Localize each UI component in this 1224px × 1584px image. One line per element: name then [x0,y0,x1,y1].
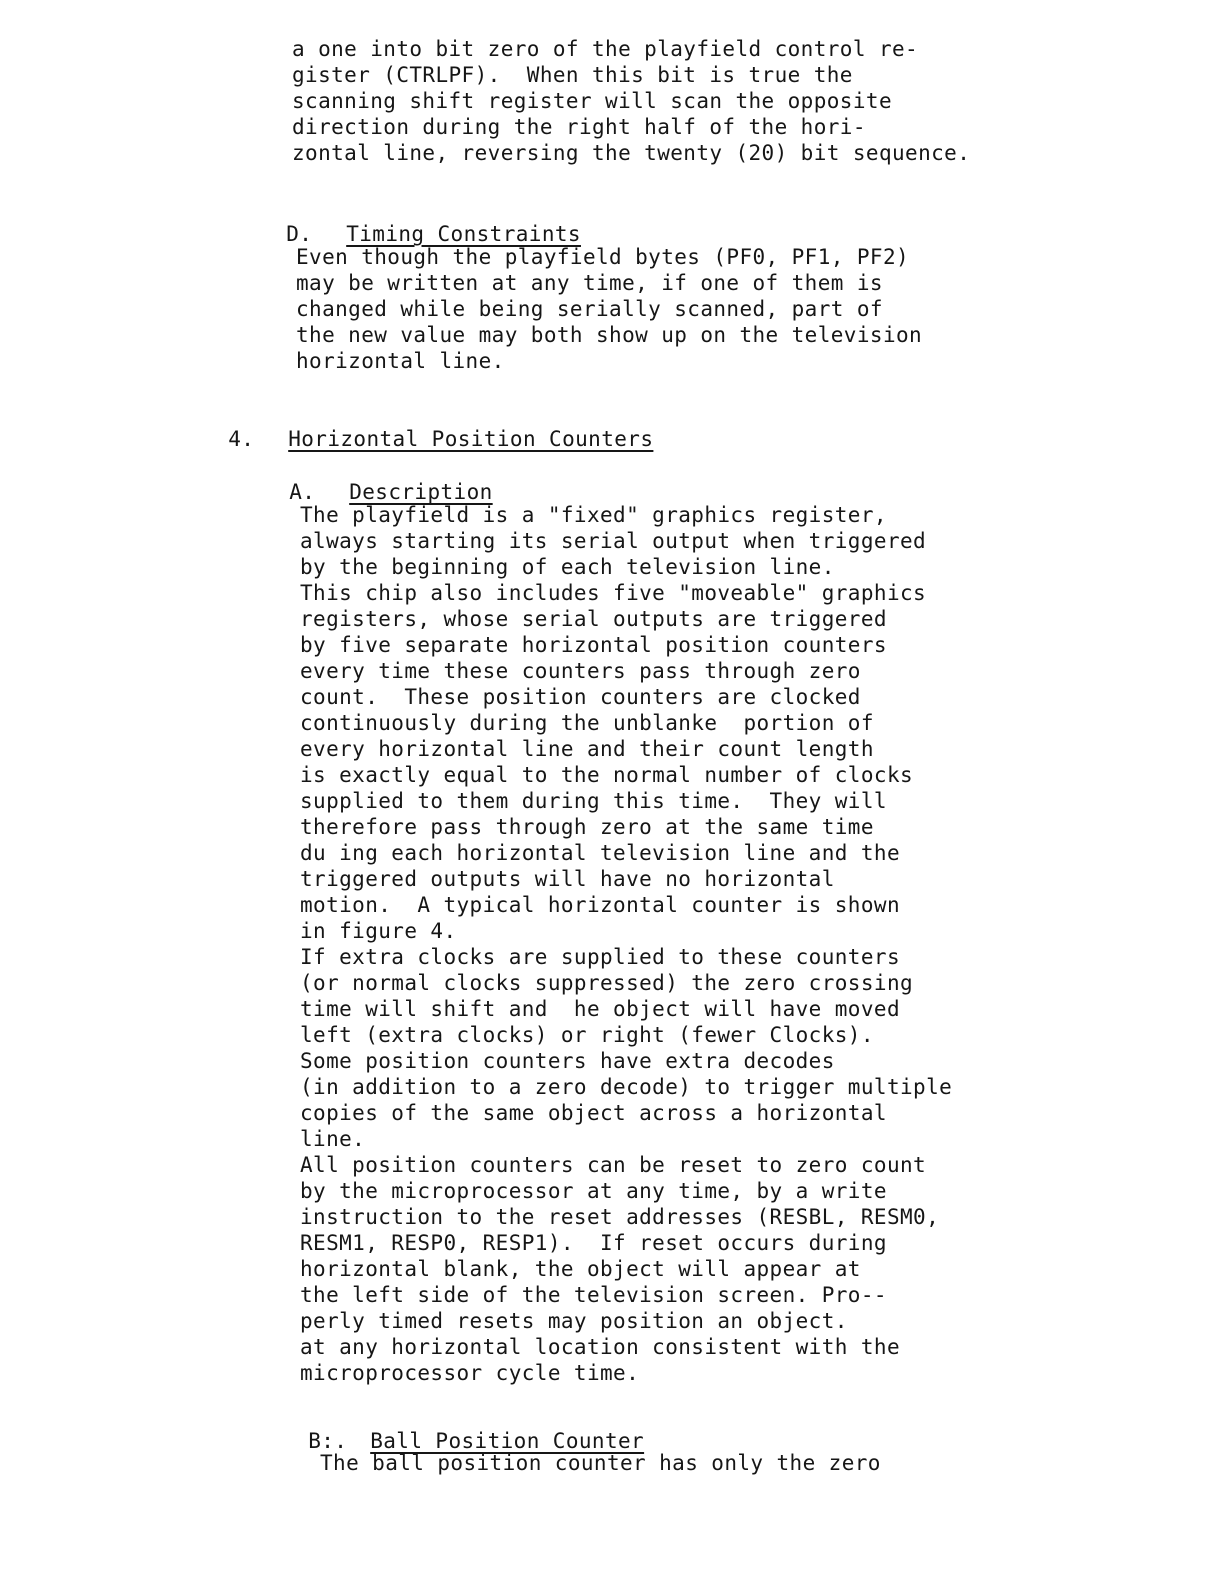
section-d-number: D. [286,222,313,246]
section-4-number: 4. [228,427,255,451]
section-b-title: Ball Position Counter [370,1429,645,1453]
section-a-body: The playfield is a "fixed" graphics register, always starting its serial output when triggered by the beginning of each television line. This chip also includes five "moveable" graphics registers, whose serial outputs are triggered by five separate horizontal position counters every time these counters pass through zero count. These position counters are clocked continuously during the unblanke portion of every horizontal line and their count length is exactly equal to the normal number of clocks supplied to them during this time. They will therefore pass through zero at the same time du ing each horizontal television line and the triggered outputs will have no horizontal motion. A typical horizontal counter is shown in figure 4. If extra clocks are supplied to these counters (or normal clocks suppressed) the zero crossing time will shift and he object will have moved left (extra clocks) or right (fewer Clocks). Some position counters have extra decodes (in addition to a zero decode) to trigger multiple copies of the same object across a horizontal line. All position counters can be reset to zero count by the microprocessor at any time, by a write instruction to the reset addresses (RESBL, RESM0, RESM1, RESP0, RESP1). If reset occurs during horizontal blank, the object will appear at the left side of the television screen. Pro-- perly timed resets may position an object. at any horizontal location consistent with the microprocessor cycle time. [300,503,953,1385]
section-d-body: Even though the playfield bytes (PF0, PF1, PF2) may be written at any time, if one of them is changed while being serially scanned, part of the new value may both show up on the television horizontal line. [296,245,923,373]
section-a-number: A. [289,480,316,504]
section-d-title: Timing Constraints [346,222,581,246]
section-a-title: Description [349,480,493,504]
intro-paragraph: a one into bit zero of the playfield control re- gister (CTRLPF). When this bit is true the scanning shift register will scan the opposite direction during the right half of the hori- zontal line, reversing the twenty (20) bit sequence. [292,37,971,165]
section-b-number: B:. [308,1429,348,1453]
section-b-body: The ball position counter has only the zero [320,1451,881,1475]
section-4-title: Horizontal Position Counters [288,427,654,451]
